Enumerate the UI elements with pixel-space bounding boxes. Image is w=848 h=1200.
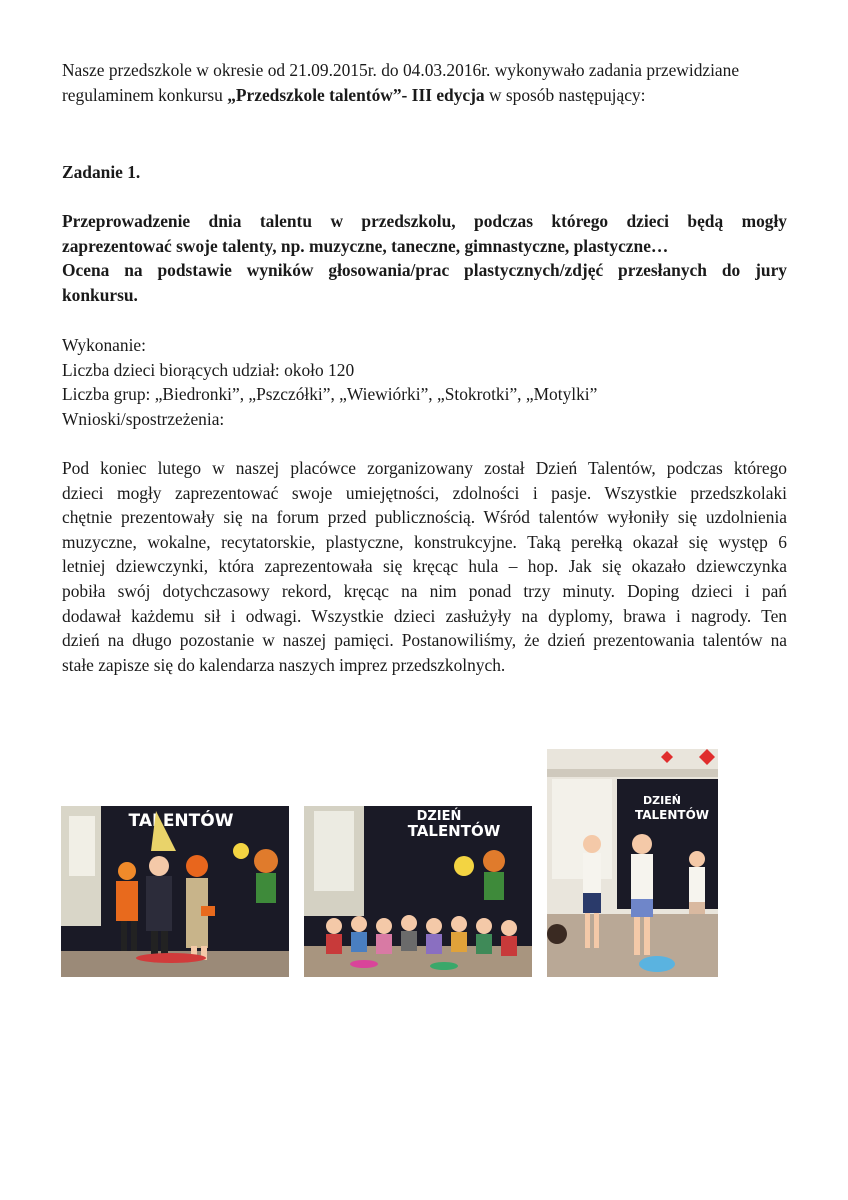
task-desc-line-2: zaprezentować swoje talenty, np. muzyczne, taneczne, gimnastyczne, plastyczne…: [62, 235, 669, 256]
report-line: letniej dziewczynki, która zaprezentowała się kręcąc hula – hop. Jak się okazało dziewczynka: [62, 556, 787, 577]
report-line: dodawał każdemu sił i odwagi. Wszystkie dzieci zasłużyły na dyplomy, brawa i nagrody. Ten: [62, 605, 787, 626]
report-line: dzień na długo pozostanie w naszej pamięci. Postanowiliśmy, że dzień prezentowania talentów na: [62, 630, 787, 651]
report-line: pobiła swój dotychczasowy rekord, kręcąc na nim ponad trzy minuty. Doping dzieci i pań: [62, 580, 787, 601]
photo-2-banner-top: DZIEŃ: [416, 809, 462, 824]
photo-3-illustration: [547, 749, 718, 977]
intro-line-2: [62, 83, 787, 108]
children-count: Liczba dzieci biorących udział: około 120: [62, 359, 355, 380]
report-line: Pod koniec lutego w naszej placówce zorganizowany został Dzień Talentów, podczas którego: [62, 458, 787, 478]
photo-2-illustration: [304, 806, 532, 977]
execution-heading: Wykonanie:: [62, 335, 146, 355]
task-eval-line-2: konkursu.: [62, 284, 138, 305]
photo-talent-show-1: [61, 806, 289, 977]
report-line: stałe zapisze się do kalendarza naszych imprez przedszkolnych.: [62, 654, 506, 675]
photo-1-banner: TALENTÓW: [128, 811, 234, 831]
photo-3-banner-top: DZIEŃ: [643, 794, 681, 807]
task-eval-line-1: Ocena na podstawie wyników głosowania/prac plastycznych/zdjęć przesłanych do jury: [62, 260, 787, 281]
intro-paragraph: [62, 58, 787, 107]
report-line: chętnie prezentowały się na forum przed publicznością. Wśród talentów wyłoniły się uzdolnienia: [62, 507, 787, 528]
intro-line-2-text: regulaminem konkursu: [62, 84, 228, 105]
intro-line-2-end: w sposób następujący:: [484, 84, 646, 105]
contest-name: „Przedszkole talentów”- III edycja: [227, 84, 485, 105]
task-heading: [62, 160, 787, 185]
groups-list: Liczba grup: „Biedronki”, „Pszczółki”, „Wiewiórki”, „Stokrotki”, „Motylki”: [62, 384, 598, 405]
intro-line-1: Nasze przedszkole w okresie od 21.09.2015r. do 04.03.2016r. wykonywało zadania przewidziane: [62, 60, 740, 80]
task-description: [62, 209, 787, 307]
photo-2-banner-bottom: TALENTÓW: [407, 822, 501, 840]
task-desc-line-1: Przeprowadzenie dnia talentu w przedszkolu, podczas którego dzieci będą mogły: [62, 211, 787, 231]
execution-block: [62, 333, 787, 431]
report-paragraph: [62, 456, 787, 677]
task-heading-text: Zadanie 1.: [62, 162, 141, 182]
report-line: muzyczne, wokalne, recytatorskie, plastyczne, konstrukcyjne. Taką perełką okazał się występ 6: [62, 531, 787, 552]
photo-3-banner-bottom: TALENTÓW: [634, 808, 710, 822]
report-line: dzieci mogły zaprezentować swoje umiejętności, zdolności i pasje. Wszystkie przedszkolaki: [62, 482, 787, 503]
photo-talent-show-3: [547, 749, 718, 977]
conclusions-label: Wnioski/spostrzeżenia:: [62, 408, 225, 429]
photo-1-illustration: [61, 806, 289, 977]
photo-talent-show-2: [304, 806, 532, 977]
